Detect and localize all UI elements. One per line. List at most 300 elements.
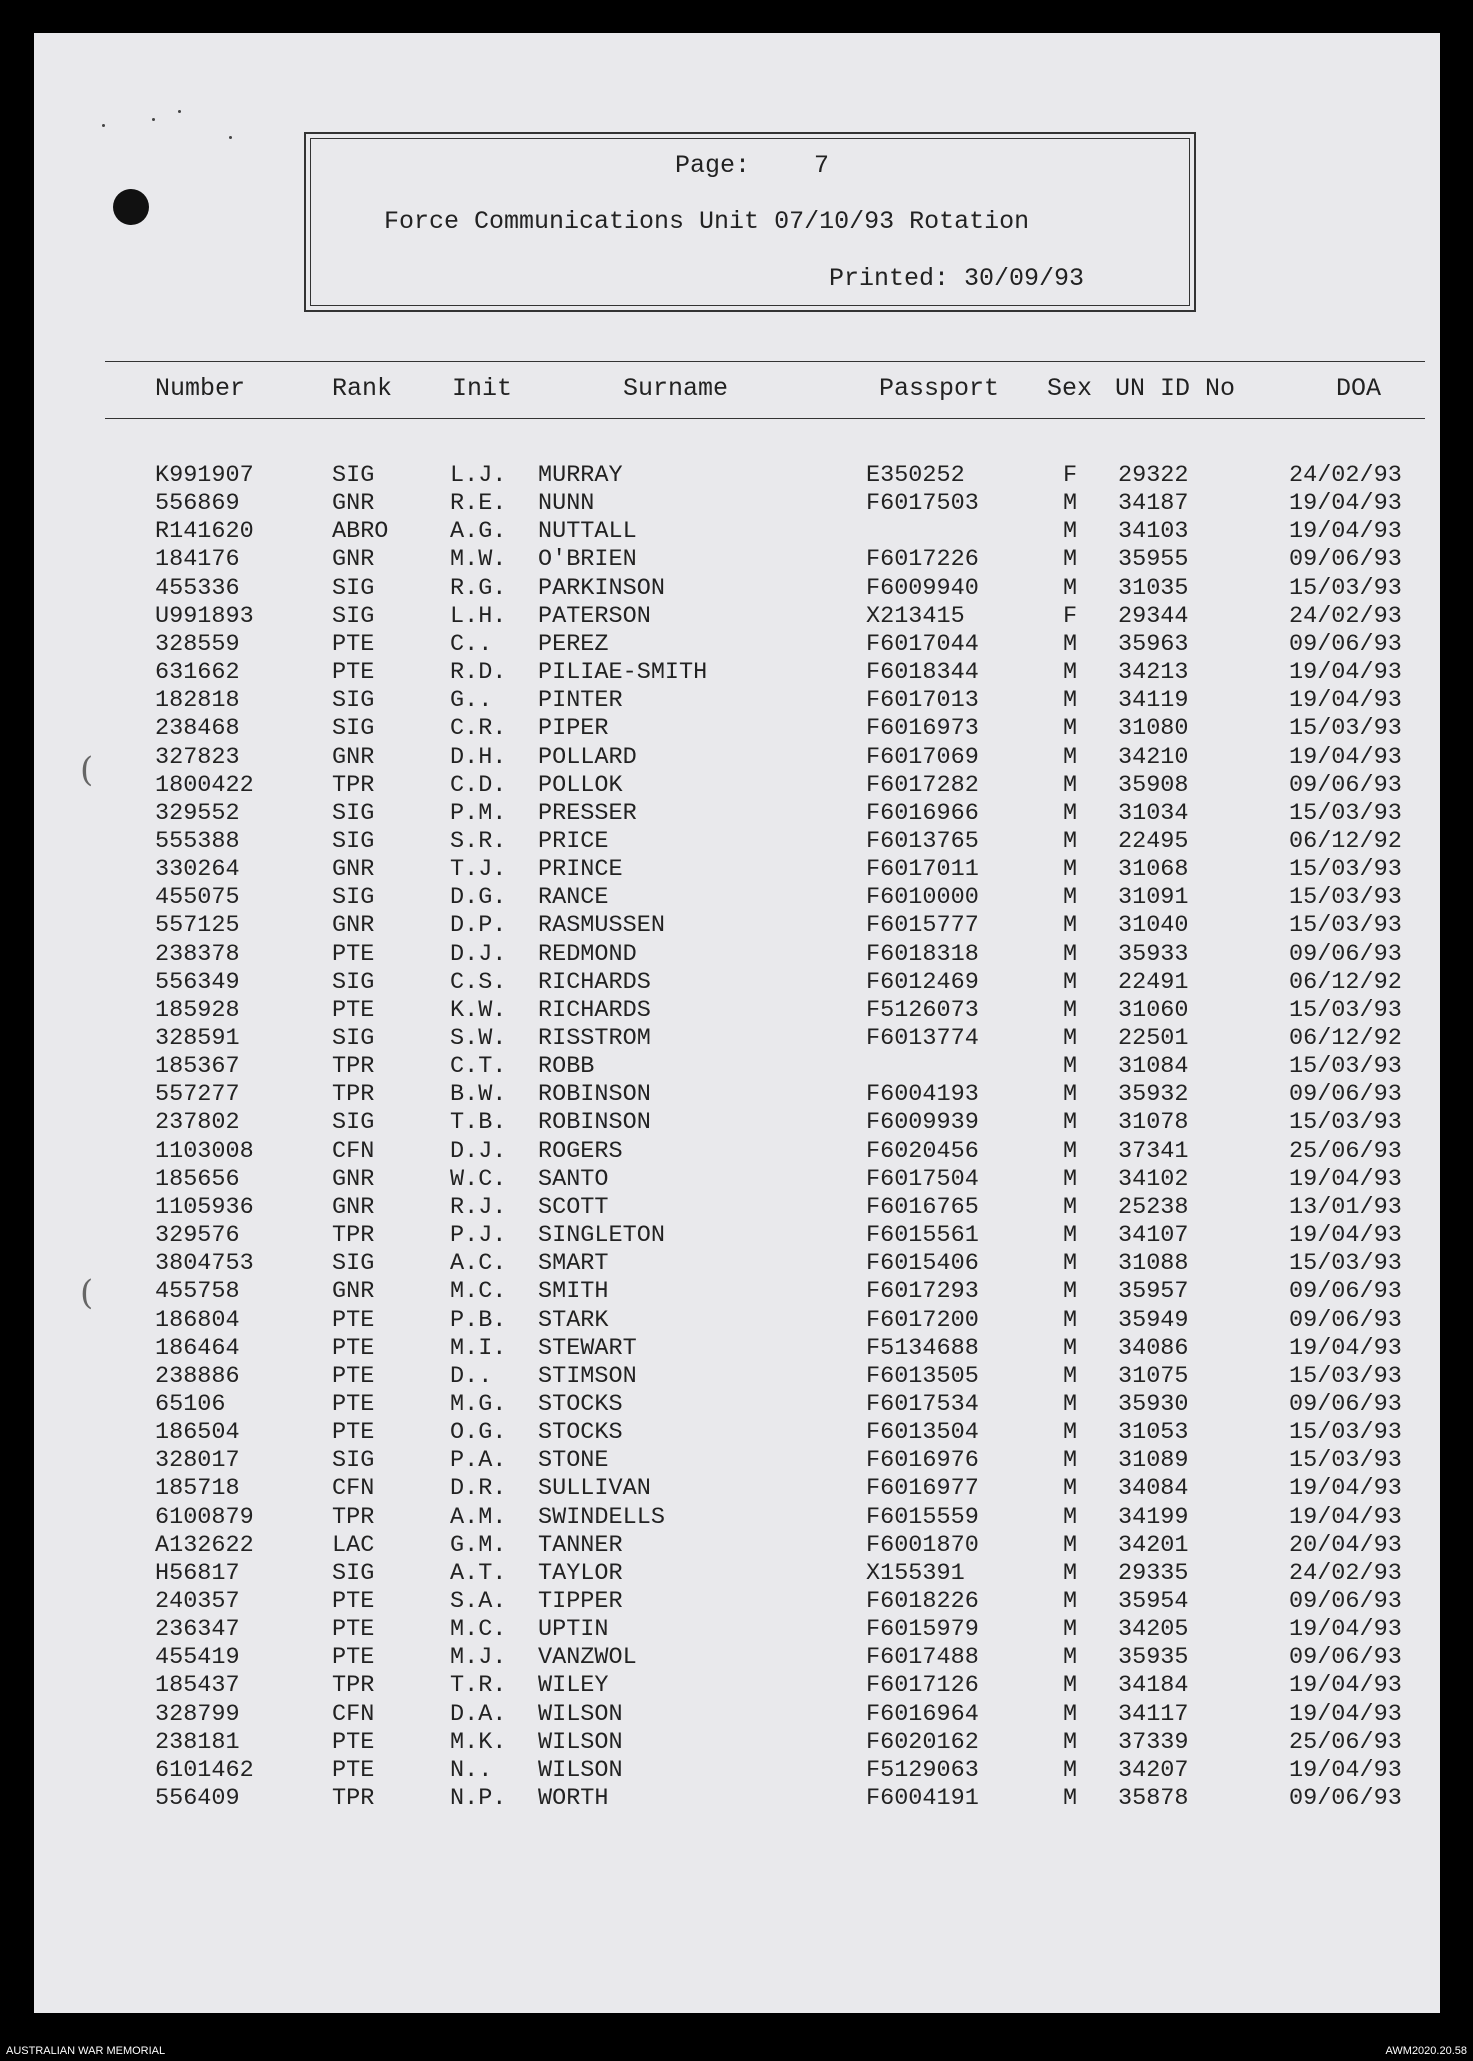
- rank-cell: SIG: [332, 1447, 375, 1475]
- init-cell: B.W.: [450, 1081, 507, 1109]
- number-cell: 1800422: [155, 771, 254, 799]
- table-row: [0, 1785, 1473, 1813]
- surname-cell: POLLOK: [538, 771, 623, 799]
- init-cell: D..: [450, 1362, 493, 1390]
- rank-cell: TPR: [332, 1081, 375, 1109]
- rank-cell: SIG: [332, 1025, 375, 1052]
- un-id-cell: 35935: [1118, 1644, 1189, 1672]
- col-header-passport: Passport: [879, 374, 1000, 403]
- init-cell: S.R.: [450, 827, 507, 855]
- table-row: [0, 1560, 1473, 1588]
- init-cell: C.T.: [450, 1053, 507, 1081]
- doa-cell: 09/06/93: [1289, 1588, 1402, 1615]
- table-row: [0, 1701, 1473, 1729]
- surname-cell: PATERSON: [538, 602, 651, 630]
- doa-cell: 15/03/93: [1289, 1053, 1402, 1081]
- init-cell: A.C.: [450, 1250, 507, 1278]
- number-cell: 455336: [155, 574, 240, 602]
- table-row: [0, 659, 1473, 687]
- passport-cell: F6020162: [866, 1728, 979, 1756]
- init-cell: M.G.: [450, 1390, 507, 1418]
- init-cell: R.D.: [450, 659, 507, 687]
- number-cell: 185718: [155, 1475, 240, 1503]
- sex-cell: M: [1063, 1700, 1078, 1728]
- number-cell: 184176: [155, 546, 240, 574]
- doa-cell: 19/04/93: [1289, 1334, 1402, 1362]
- table-row: [0, 1166, 1473, 1194]
- page-number: 7: [814, 151, 830, 180]
- sex-cell: M: [1063, 1053, 1078, 1081]
- sex-cell: M: [1063, 1193, 1078, 1221]
- table-row: [0, 800, 1473, 828]
- passport-cell: F6015777: [866, 912, 979, 940]
- doa-cell: 09/06/93: [1289, 1306, 1402, 1334]
- number-cell: 3804753: [155, 1250, 254, 1278]
- table-row: [0, 687, 1473, 715]
- sex-cell: M: [1063, 1334, 1078, 1362]
- passport-cell: F6015561: [866, 1222, 979, 1250]
- rank-cell: TPR: [332, 1222, 375, 1250]
- table-row: [0, 1138, 1473, 1166]
- un-id-cell: 34210: [1118, 743, 1189, 771]
- number-cell: 328017: [155, 1447, 240, 1475]
- number-cell: 238378: [155, 940, 240, 968]
- sex-cell: F: [1063, 462, 1078, 489]
- doa-cell: 19/04/93: [1289, 490, 1402, 518]
- sex-cell: M: [1063, 1588, 1078, 1615]
- doa-cell: 06/12/92: [1289, 827, 1402, 855]
- init-cell: C..: [450, 630, 493, 658]
- sex-cell: M: [1063, 659, 1078, 687]
- un-id-cell: 31091: [1118, 884, 1189, 912]
- rank-cell: PTE: [332, 659, 375, 687]
- table-row: [0, 1081, 1473, 1109]
- paper-speck: [229, 136, 232, 139]
- table-row: [0, 1109, 1473, 1137]
- init-cell: T.B.: [450, 1109, 507, 1137]
- sex-cell: F: [1063, 602, 1078, 630]
- col-header-number: Number: [155, 374, 246, 403]
- surname-cell: SINGLETON: [538, 1222, 665, 1250]
- number-cell: 557277: [155, 1081, 240, 1109]
- doa-cell: 19/04/93: [1289, 1672, 1402, 1700]
- sex-cell: M: [1063, 1165, 1078, 1193]
- number-cell: 186464: [155, 1334, 240, 1362]
- doa-cell: 09/06/93: [1289, 1785, 1402, 1813]
- doa-cell: 09/06/93: [1289, 546, 1402, 574]
- sex-cell: M: [1063, 912, 1078, 940]
- un-id-cell: 35932: [1118, 1081, 1189, 1109]
- doa-cell: 19/04/93: [1289, 743, 1402, 771]
- init-cell: D.R.: [450, 1475, 507, 1503]
- surname-cell: WILSON: [538, 1756, 623, 1784]
- col-header-sex: Sex: [1047, 374, 1093, 403]
- sex-cell: M: [1063, 1137, 1078, 1165]
- rank-cell: SIG: [332, 827, 375, 855]
- sex-cell: M: [1063, 1306, 1078, 1334]
- rank-cell: SIG: [332, 462, 375, 489]
- un-id-cell: 34184: [1118, 1672, 1189, 1700]
- init-cell: R.E.: [450, 490, 507, 518]
- rank-cell: PTE: [332, 630, 375, 658]
- rank-cell: SIG: [332, 799, 375, 827]
- un-id-cell: 29344: [1118, 602, 1189, 630]
- passport-cell: X155391: [866, 1559, 965, 1587]
- surname-cell: O'BRIEN: [538, 546, 637, 574]
- surname-cell: STONE: [538, 1447, 609, 1475]
- passport-cell: F6004193: [866, 1081, 979, 1109]
- rank-cell: SIG: [332, 602, 375, 630]
- un-id-cell: 34117: [1118, 1700, 1189, 1728]
- rank-cell: GNR: [332, 912, 375, 940]
- un-id-cell: 34119: [1118, 687, 1189, 715]
- surname-cell: SWINDELLS: [538, 1503, 665, 1531]
- un-id-cell: 34213: [1118, 659, 1189, 687]
- rank-cell: GNR: [332, 1193, 375, 1221]
- number-cell: 240357: [155, 1588, 240, 1615]
- sex-cell: M: [1063, 827, 1078, 855]
- rank-cell: TPR: [332, 1503, 375, 1531]
- sex-cell: M: [1063, 1222, 1078, 1250]
- passport-cell: F6017044: [866, 630, 979, 658]
- sex-cell: M: [1063, 1672, 1078, 1700]
- surname-cell: MURRAY: [538, 462, 623, 489]
- un-id-cell: 34207: [1118, 1756, 1189, 1784]
- passport-cell: F6020456: [866, 1137, 979, 1165]
- table-row: [0, 1616, 1473, 1644]
- surname-cell: ROBB: [538, 1053, 595, 1081]
- surname-cell: SMART: [538, 1250, 609, 1278]
- un-id-cell: 22501: [1118, 1025, 1189, 1052]
- number-cell: 186804: [155, 1306, 240, 1334]
- init-cell: A.T.: [450, 1559, 507, 1587]
- un-id-cell: 35908: [1118, 771, 1189, 799]
- footer-source: AUSTRALIAN WAR MEMORIAL: [6, 2045, 166, 2057]
- table-row: [0, 1307, 1473, 1335]
- surname-cell: TANNER: [538, 1531, 623, 1559]
- passport-cell: F6009940: [866, 574, 979, 602]
- doa-cell: 06/12/92: [1289, 1025, 1402, 1052]
- surname-cell: PILIAE-SMITH: [538, 659, 708, 687]
- un-id-cell: 34084: [1118, 1475, 1189, 1503]
- passport-cell: F6017504: [866, 1165, 979, 1193]
- number-cell: 329576: [155, 1222, 240, 1250]
- un-id-cell: 31080: [1118, 715, 1189, 743]
- surname-cell: PINTER: [538, 687, 623, 715]
- number-cell: 236347: [155, 1616, 240, 1644]
- passport-cell: F6017282: [866, 771, 979, 799]
- un-id-cell: 34103: [1118, 518, 1189, 546]
- init-cell: M.C.: [450, 1616, 507, 1644]
- rank-cell: GNR: [332, 743, 375, 771]
- table-row: [0, 1278, 1473, 1306]
- rank-cell: PTE: [332, 1644, 375, 1672]
- number-cell: 185656: [155, 1165, 240, 1193]
- rank-cell: LAC: [332, 1531, 375, 1559]
- surname-cell: PEREZ: [538, 630, 609, 658]
- sex-cell: M: [1063, 856, 1078, 884]
- rank-cell: PTE: [332, 1728, 375, 1756]
- number-cell: 185928: [155, 996, 240, 1024]
- table-row: [0, 1250, 1473, 1278]
- surname-cell: UPTIN: [538, 1616, 609, 1644]
- rank-cell: TPR: [332, 1785, 375, 1813]
- init-cell: M.K.: [450, 1728, 507, 1756]
- doa-cell: 25/06/93: [1289, 1137, 1402, 1165]
- number-cell: 556869: [155, 490, 240, 518]
- rank-cell: PTE: [332, 940, 375, 968]
- un-id-cell: 35949: [1118, 1306, 1189, 1334]
- doa-cell: 19/04/93: [1289, 1756, 1402, 1784]
- sex-cell: M: [1063, 1390, 1078, 1418]
- sex-cell: M: [1063, 1447, 1078, 1475]
- surname-cell: STEWART: [538, 1334, 637, 1362]
- un-id-cell: 35957: [1118, 1278, 1189, 1306]
- doa-cell: 15/03/93: [1289, 574, 1402, 602]
- doa-cell: 25/06/93: [1289, 1728, 1402, 1756]
- sex-cell: M: [1063, 687, 1078, 715]
- doa-cell: 15/03/93: [1289, 799, 1402, 827]
- un-id-cell: 34199: [1118, 1503, 1189, 1531]
- init-cell: T.R.: [450, 1672, 507, 1700]
- table-row: [0, 772, 1473, 800]
- number-cell: 455075: [155, 884, 240, 912]
- rank-cell: TPR: [332, 771, 375, 799]
- rank-cell: PTE: [332, 1306, 375, 1334]
- rank-cell: SIG: [332, 1109, 375, 1137]
- un-id-cell: 31034: [1118, 799, 1189, 827]
- table-row: [0, 884, 1473, 912]
- number-cell: 556409: [155, 1785, 240, 1813]
- un-id-cell: 31060: [1118, 996, 1189, 1024]
- doa-cell: 09/06/93: [1289, 940, 1402, 968]
- passport-cell: F5134688: [866, 1334, 979, 1362]
- passport-cell: F6009939: [866, 1109, 979, 1137]
- rank-cell: SIG: [332, 1559, 375, 1587]
- number-cell: R141620: [155, 518, 254, 546]
- rank-cell: SIG: [332, 884, 375, 912]
- surname-cell: WILSON: [538, 1700, 623, 1728]
- doa-cell: 19/04/93: [1289, 1700, 1402, 1728]
- doa-cell: 24/02/93: [1289, 462, 1402, 489]
- doa-cell: 09/06/93: [1289, 1644, 1402, 1672]
- doa-cell: 19/04/93: [1289, 1475, 1402, 1503]
- passport-cell: F5129063: [866, 1756, 979, 1784]
- doa-cell: 09/06/93: [1289, 1278, 1402, 1306]
- table-row: [0, 1222, 1473, 1250]
- page-label: Page:: [675, 151, 751, 180]
- number-cell: A132622: [155, 1531, 254, 1559]
- table-row: [0, 828, 1473, 856]
- init-cell: P.A.: [450, 1447, 507, 1475]
- doa-cell: 15/03/93: [1289, 715, 1402, 743]
- passport-cell: F6016966: [866, 799, 979, 827]
- table-row: [0, 744, 1473, 772]
- passport-cell: F6017126: [866, 1672, 979, 1700]
- un-id-cell: 29322: [1118, 462, 1189, 489]
- init-cell: P.M.: [450, 799, 507, 827]
- number-cell: 557125: [155, 912, 240, 940]
- init-cell: K.W.: [450, 996, 507, 1024]
- surname-cell: STIMSON: [538, 1362, 637, 1390]
- number-cell: 555388: [155, 827, 240, 855]
- sex-cell: M: [1063, 996, 1078, 1024]
- number-cell: 6100879: [155, 1503, 254, 1531]
- passport-cell: F6017013: [866, 687, 979, 715]
- passport-cell: F5126073: [866, 996, 979, 1024]
- passport-cell: F6013505: [866, 1362, 979, 1390]
- rank-cell: PTE: [332, 1362, 375, 1390]
- number-cell: 455758: [155, 1278, 240, 1306]
- table-row: [0, 1729, 1473, 1757]
- rank-cell: SIG: [332, 715, 375, 743]
- sex-cell: M: [1063, 1475, 1078, 1503]
- surname-cell: SCOTT: [538, 1193, 609, 1221]
- staple-mark: (: [80, 1273, 94, 1313]
- rank-cell: SIG: [332, 687, 375, 715]
- init-cell: S.W.: [450, 1025, 507, 1052]
- doa-cell: 06/12/92: [1289, 968, 1402, 996]
- surname-cell: RANCE: [538, 884, 609, 912]
- doa-cell: 19/04/93: [1289, 1503, 1402, 1531]
- init-cell: P.B.: [450, 1306, 507, 1334]
- sex-cell: M: [1063, 1419, 1078, 1447]
- table-row: [0, 1335, 1473, 1363]
- un-id-cell: 34102: [1118, 1165, 1189, 1193]
- surname-cell: ROBINSON: [538, 1081, 651, 1109]
- table-row: [0, 1672, 1473, 1700]
- header-rule-top: [105, 361, 1425, 362]
- passport-cell: F6015979: [866, 1616, 979, 1644]
- doa-cell: 15/03/93: [1289, 856, 1402, 884]
- passport-cell: F6016964: [866, 1700, 979, 1728]
- surname-cell: STOCKS: [538, 1390, 623, 1418]
- sex-cell: M: [1063, 1278, 1078, 1306]
- surname-cell: SMITH: [538, 1278, 609, 1306]
- init-cell: D.P.: [450, 912, 507, 940]
- rank-cell: PTE: [332, 1390, 375, 1418]
- table-row: [0, 1588, 1473, 1616]
- surname-cell: STARK: [538, 1306, 609, 1334]
- table-row: [0, 1475, 1473, 1503]
- un-id-cell: 31084: [1118, 1053, 1189, 1081]
- surname-cell: WORTH: [538, 1785, 609, 1813]
- passport-cell: F6017200: [866, 1306, 979, 1334]
- init-cell: R.J.: [450, 1193, 507, 1221]
- un-id-cell: 35878: [1118, 1785, 1189, 1813]
- init-cell: O.G.: [450, 1419, 507, 1447]
- rank-cell: PTE: [332, 1588, 375, 1615]
- doa-cell: 15/03/93: [1289, 1250, 1402, 1278]
- paper-speck: [178, 110, 181, 113]
- sex-cell: M: [1063, 1362, 1078, 1390]
- surname-cell: RICHARDS: [538, 996, 651, 1024]
- table-row: [0, 546, 1473, 574]
- sex-cell: M: [1063, 1644, 1078, 1672]
- init-cell: M.I.: [450, 1334, 507, 1362]
- number-cell: 328591: [155, 1025, 240, 1052]
- doa-cell: 19/04/93: [1289, 659, 1402, 687]
- number-cell: 327823: [155, 743, 240, 771]
- init-cell: A.M.: [450, 1503, 507, 1531]
- sex-cell: M: [1063, 1559, 1078, 1587]
- rank-cell: PTE: [332, 1756, 375, 1784]
- passport-cell: F6013774: [866, 1025, 979, 1052]
- init-cell: L.H.: [450, 602, 507, 630]
- un-id-cell: 34086: [1118, 1334, 1189, 1362]
- rank-cell: TPR: [332, 1053, 375, 1081]
- table-row: [0, 856, 1473, 884]
- table-row: [0, 1053, 1473, 1081]
- init-cell: D.G.: [450, 884, 507, 912]
- un-id-cell: 35955: [1118, 546, 1189, 574]
- sex-cell: M: [1063, 884, 1078, 912]
- init-cell: M.W.: [450, 546, 507, 574]
- surname-cell: PARKINSON: [538, 574, 665, 602]
- surname-cell: TIPPER: [538, 1588, 623, 1615]
- un-id-cell: 34187: [1118, 490, 1189, 518]
- surname-cell: NUNN: [538, 490, 595, 518]
- init-cell: G..: [450, 687, 493, 715]
- rank-cell: SIG: [332, 1250, 375, 1278]
- surname-cell: TAYLOR: [538, 1559, 623, 1587]
- rank-cell: GNR: [332, 1165, 375, 1193]
- un-id-cell: 34201: [1118, 1531, 1189, 1559]
- number-cell: 1103008: [155, 1137, 254, 1165]
- passport-cell: F6017534: [866, 1390, 979, 1418]
- passport-cell: F6001870: [866, 1531, 979, 1559]
- table-row: [0, 603, 1473, 631]
- doa-cell: 09/06/93: [1289, 771, 1402, 799]
- sex-cell: M: [1063, 490, 1078, 518]
- un-id-cell: 22495: [1118, 827, 1189, 855]
- un-id-cell: 37341: [1118, 1137, 1189, 1165]
- number-cell: 238468: [155, 715, 240, 743]
- number-cell: U991893: [155, 602, 254, 630]
- un-id-cell: 34205: [1118, 1616, 1189, 1644]
- init-cell: C.R.: [450, 715, 507, 743]
- number-cell: 6101462: [155, 1756, 254, 1784]
- number-cell: 182818: [155, 687, 240, 715]
- un-id-cell: 35930: [1118, 1390, 1189, 1418]
- table-row: [0, 969, 1473, 997]
- surname-cell: PRINCE: [538, 856, 623, 884]
- passport-cell: F6017503: [866, 490, 979, 518]
- number-cell: 556349: [155, 968, 240, 996]
- rank-cell: PTE: [332, 1616, 375, 1644]
- init-cell: P.J.: [450, 1222, 507, 1250]
- number-cell: 330264: [155, 856, 240, 884]
- doa-cell: 24/02/93: [1289, 602, 1402, 630]
- passport-cell: F6017488: [866, 1644, 979, 1672]
- sex-cell: M: [1063, 518, 1078, 546]
- table-row: [0, 1419, 1473, 1447]
- rank-cell: CFN: [332, 1700, 375, 1728]
- init-cell: A.G.: [450, 518, 507, 546]
- init-cell: N..: [450, 1756, 493, 1784]
- rank-cell: CFN: [332, 1137, 375, 1165]
- col-header-rank: Rank: [332, 374, 393, 403]
- surname-cell: STOCKS: [538, 1419, 623, 1447]
- number-cell: 329552: [155, 799, 240, 827]
- rank-cell: GNR: [332, 490, 375, 518]
- rank-cell: PTE: [332, 1419, 375, 1447]
- un-id-cell: 34107: [1118, 1222, 1189, 1250]
- sex-cell: M: [1063, 1756, 1078, 1784]
- doa-cell: 19/04/93: [1289, 518, 1402, 546]
- sex-cell: M: [1063, 574, 1078, 602]
- init-cell: N.P.: [450, 1785, 507, 1813]
